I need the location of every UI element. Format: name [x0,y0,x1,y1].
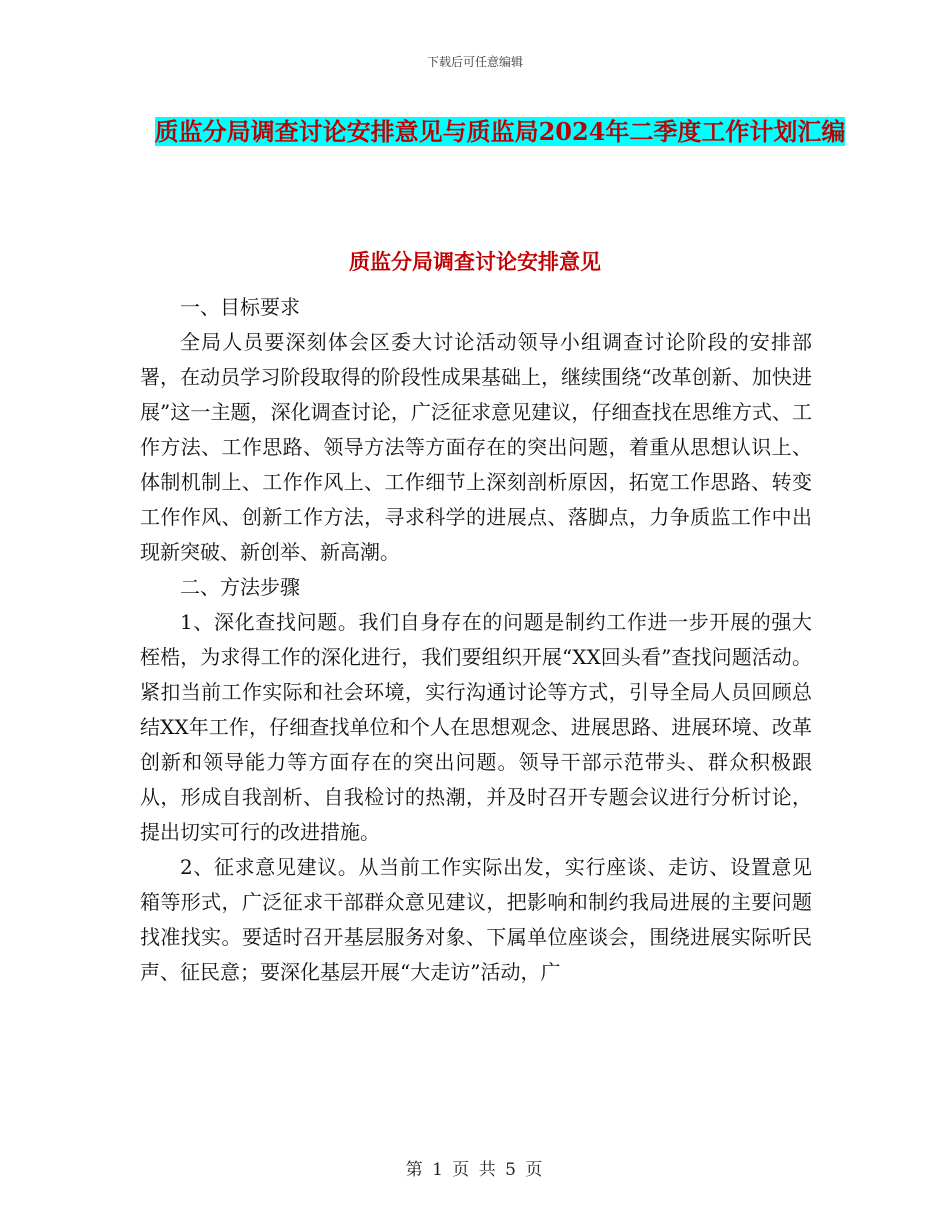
document-title-text: 质监分局调查讨论安排意见与质监局2024年二季度工作计划汇编 [154,117,846,146]
paragraph-step-2: 2、征求意见建议。从当前工作实际出发，实行座谈、走访、设置意见箱等形式，广泛征求干部群众意见建议，把影响和制约我局进展的主要问题找准找实。要适时召开基层服务对象、下属单位座谈会，围绕进展实际听民声、征民意；要深化基层开展“大走访”活动，广 [140,855,812,984]
paragraph-step-1: 1、深化查找问题。我们自身存在的问题是制约工作进一步开展的强大桎梏，为求得工作的深化进行，我们要组织开展“XX回头看”查找问题活动。紧扣当前工作实际和社会环境，实行沟通讨论等方式，引导全局人员回顾总结XX年工作，仔细查找单位和个人在思想观念、进展思路、进展环境、改革创新和领导能力等方面存在的突出问题。领导干部示范带头、群众积极跟从，形成自我剖析、自我检讨的热潮，并及时召开专题会议进行分析讨论，提出切实可行的改进措施。 [140,610,812,844]
paragraph-objectives: 全局人员要深刻体会区委大讨论活动领导小组调查讨论阶段的安排部署，在动员学习阶段取得的阶段性成果基础上，继续围绕“改革创新、加快进展”这一主题，深化调查讨论，广泛征求意见建议，仔细查找在思维方式、工作方法、工作思路、领导方法等方面存在的突出问题，着重从思想认识上、体制机制上、工作作风上、工作细节上深刻剖析原因，拓宽工作思路、转变工作作风、创新工作方法，寻求科学的进展点、落脚点，力争质监工作中出现新突破、新创举、新高潮。 [140,330,812,564]
header-note: 下载后可任意编辑 [426,55,523,69]
heading-methods: 二、方法步骤 [180,575,300,599]
document-title [140,110,860,154]
section-title: 质监分局调查讨论安排意见 [349,249,601,274]
document-body [140,290,812,990]
page-footer: 第 1 页 共 5 页 [405,1160,545,1180]
heading-objectives: 一、目标要求 [180,295,300,319]
